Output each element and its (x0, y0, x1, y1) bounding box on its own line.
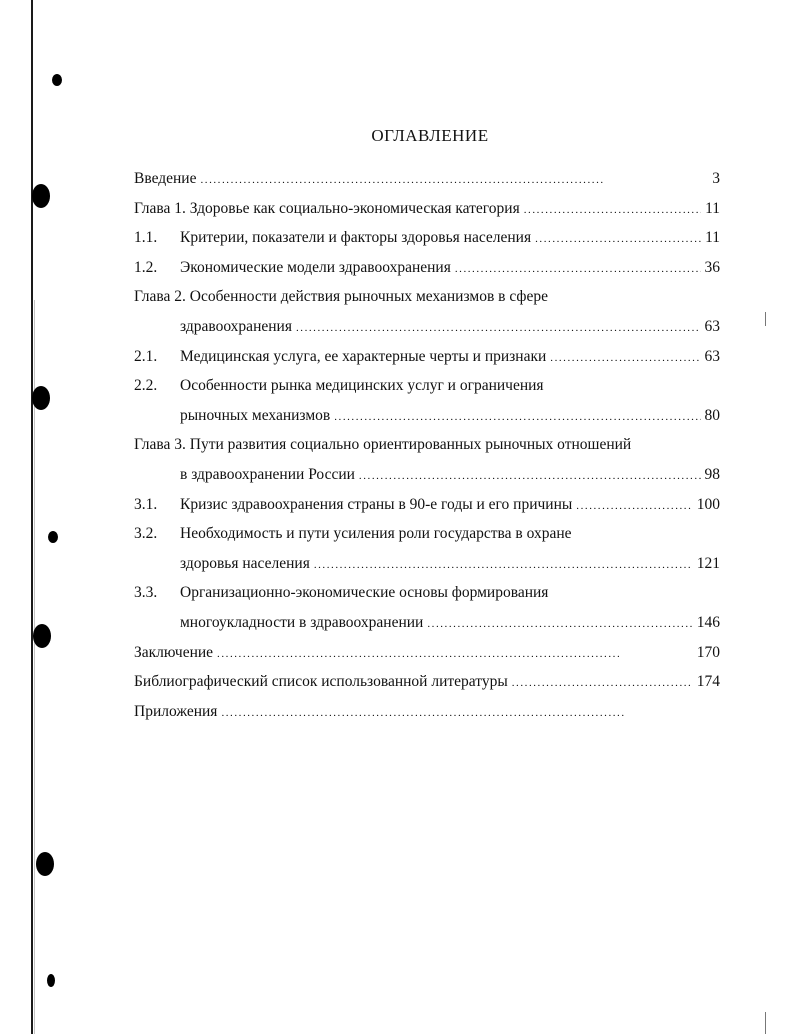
page-number: 63 (704, 317, 720, 335)
section-number: 1.1. (134, 229, 158, 247)
dot-leader (427, 608, 692, 640)
toc-entry: Заключение . . . 170 (134, 638, 720, 668)
toc-entry: 2.2. Особенности рынка медицинских услуг и ограничения (134, 371, 720, 401)
punch-hole (36, 852, 54, 876)
dot-leader (524, 194, 701, 226)
page-number: 80 (704, 406, 720, 424)
dot-leader (334, 401, 700, 433)
toc-entry: Глава 2. Особенности действия рыночных механизмов в сфере (134, 288, 548, 306)
dot-leader (296, 312, 701, 344)
punch-hole-mark (47, 974, 55, 987)
page-number: 11 (705, 229, 720, 247)
table-of-contents (134, 164, 720, 726)
dot-leader (359, 460, 701, 492)
scan-margin-mark (765, 1012, 766, 1034)
page-number: 100 (696, 495, 720, 513)
punch-hole (33, 624, 51, 648)
section-number: 3.3. (134, 584, 158, 602)
toc-entry-continuation: здоровья населения . . . 121 (134, 549, 720, 579)
toc-entry: Библиографический список использованной литературы . . . 174 (134, 667, 720, 697)
punch-hole (32, 184, 50, 208)
page-number: 170 (696, 643, 720, 661)
binding-edge-line (31, 0, 33, 1034)
section-number: 1.2. (134, 258, 158, 276)
toc-entry: Глава 3. Пути развития социально ориентированных рыночных отношений (134, 436, 632, 454)
punch-hole (32, 386, 50, 410)
toc-entry-continuation: многоукладности в здравоохранении . . . 146 (134, 608, 720, 638)
page-number: 121 (696, 554, 720, 572)
section-number: 2.2. (134, 377, 158, 395)
dot-leader (512, 667, 693, 699)
section-number: 3.1. (134, 495, 158, 513)
toc-entry: 2.1. Медицинская услуга, ее характерные черты и признаки . . . 63 (134, 342, 720, 372)
page-number: 63 (704, 347, 720, 365)
toc-entry-continuation: здравоохранения . . . 63 (134, 312, 720, 342)
binding-edge-shadow (34, 300, 35, 1034)
dot-leader (221, 697, 698, 729)
dot-leader (576, 490, 692, 522)
section-number: 3.2. (134, 525, 158, 543)
page-number: 146 (696, 613, 720, 631)
dot-leader (455, 253, 701, 285)
page-number: 174 (696, 673, 720, 691)
dot-leader (550, 342, 700, 374)
toc-entry-continuation: рыночных механизмов . . . 80 (134, 401, 720, 431)
page-number: 11 (705, 199, 720, 217)
toc-entry: Глава 1. Здоровье как социально-экономическая категория . . . 11 (134, 194, 720, 224)
page-number: 98 (704, 465, 720, 483)
dot-leader (217, 638, 693, 670)
page-title: ОГЛАВЛЕНИЕ (371, 126, 489, 145)
page-number: 36 (704, 258, 720, 276)
toc-entry: 3.1. Кризис здравоохранения страны в 90-е годы и его причины . . . 100 (134, 490, 720, 520)
toc-entry: 1.2. Экономические модели здравоохранения . . . 36 (134, 253, 720, 283)
toc-entry-continuation: в здравоохранении России . . . 98 (134, 460, 720, 490)
toc-entry: 1.1. Критерии, показатели и факторы здоровья населения . . . 11 (134, 223, 720, 253)
toc-entry: 3.3. Организационно-экономические основы формирования (134, 578, 720, 608)
section-number: 2.1. (134, 347, 158, 365)
toc-entry: 3.2. Необходимость и пути усиления роли государства в охране (134, 519, 720, 549)
scan-margin-mark (765, 312, 766, 326)
dot-leader (200, 164, 708, 196)
punch-hole-mark (48, 531, 58, 543)
toc-entry: Приложения . . . (134, 697, 720, 727)
dot-leader (314, 549, 693, 581)
page-number: 3 (712, 170, 720, 187)
dot-leader (535, 223, 701, 255)
toc-entry: Введение . . . 3 (134, 164, 720, 194)
punch-hole-mark (52, 74, 62, 86)
